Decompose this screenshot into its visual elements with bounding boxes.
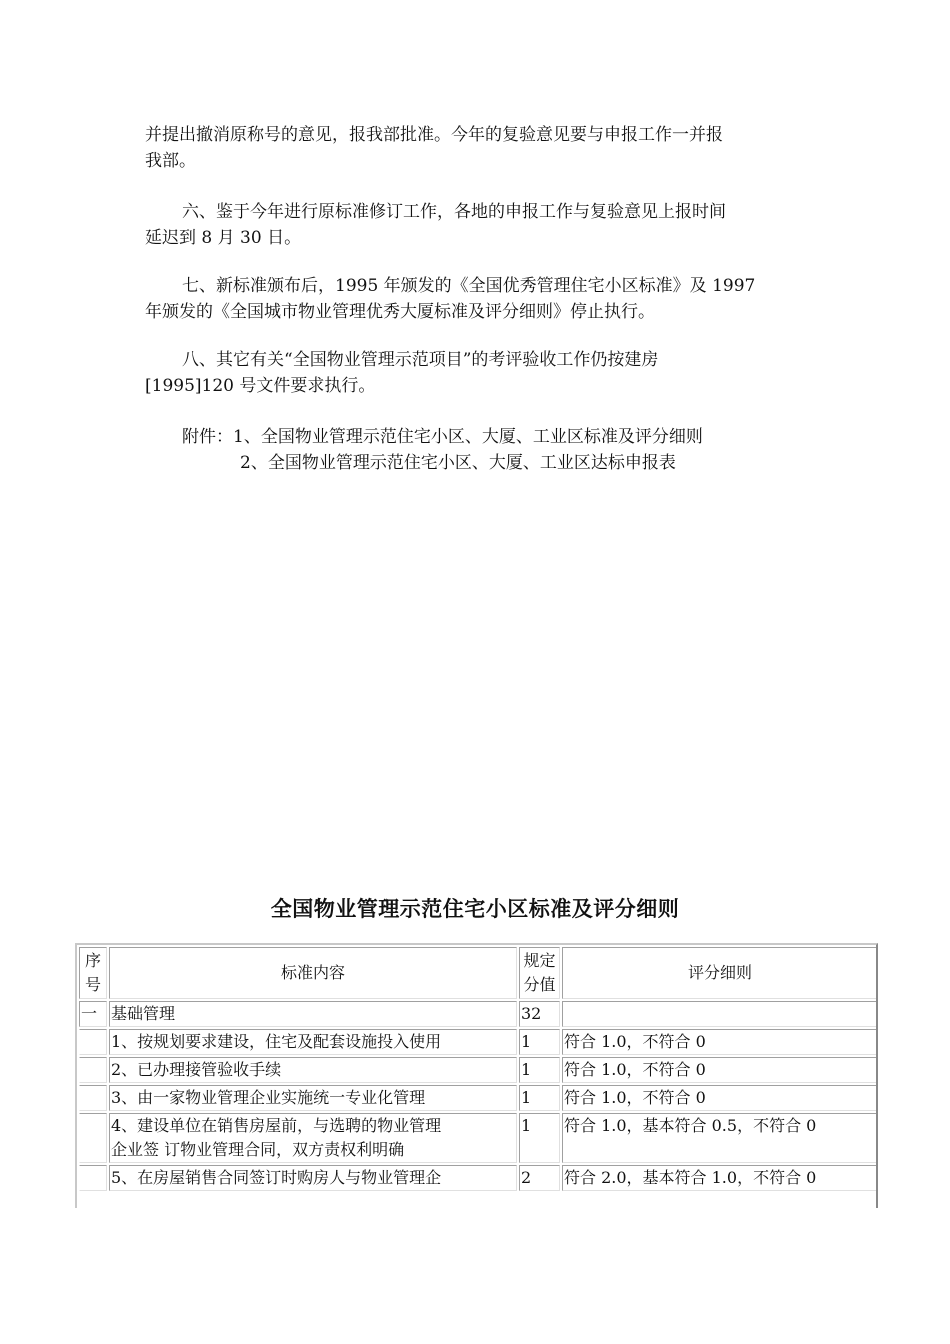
text-line: 八、其它有关“全国物业管理示范项目”的考评验收工作仍按建房 xyxy=(182,350,659,370)
header-seq-line: 号 xyxy=(84,975,101,994)
cell-detail: 符合 1.0，不符合 0 xyxy=(562,1085,878,1111)
table-row xyxy=(79,1113,878,1163)
cell-detail: 符合 1.0，不符合 0 xyxy=(562,1057,878,1083)
text-line: 我部。 xyxy=(145,151,196,171)
cell-detail: 符合 2.0，基本符合 1.0，不符合 0 xyxy=(562,1165,878,1191)
table-header-row xyxy=(79,947,878,999)
cell-content xyxy=(109,1113,517,1163)
cell-score: 1 xyxy=(519,1113,560,1163)
paragraph-continuation xyxy=(145,122,825,174)
header-seq xyxy=(79,947,107,999)
paragraph-six xyxy=(145,199,825,251)
cell-detail xyxy=(562,1001,878,1027)
cell-content: 1、按规划要求建设，住宅及配套设施投入使用 xyxy=(109,1029,517,1055)
cell-content-line: 4、建设单位在销售房屋前，与选聘的物业管理 xyxy=(111,1116,442,1135)
text-line: 年颁发的《全国城市物业管理优秀大厦标准及评分细则》停止执行。 xyxy=(145,302,655,322)
cell-detail: 符合 1.0，基本符合 0.5，不符合 0 xyxy=(562,1113,878,1163)
cell-score: 1 xyxy=(519,1029,560,1055)
paragraph-eight xyxy=(145,347,825,399)
cell-score: 1 xyxy=(519,1057,560,1083)
cell-seq: 一 xyxy=(79,1001,107,1027)
table-row xyxy=(79,1085,878,1111)
standards-table xyxy=(77,945,878,1193)
attachments-list xyxy=(145,424,825,476)
attachment-item: 2、全国物业管理示范住宅小区、大厦、工业区达标申报表 xyxy=(240,453,676,473)
cell-score: 2 xyxy=(519,1165,560,1191)
cell-content: 2、已办理接管验收手续 xyxy=(109,1057,517,1083)
text-line: 七、新标准颁布后，1995 年颁发的《全国优秀管理住宅小区标准》及 1997 xyxy=(182,276,756,296)
cell-detail: 符合 1.0，不符合 0 xyxy=(562,1029,878,1055)
cell-seq xyxy=(79,1057,107,1083)
cell-seq xyxy=(79,1029,107,1055)
cell-score: 1 xyxy=(519,1085,560,1111)
cell-content: 5、在房屋销售合同签订时购房人与物业管理企 xyxy=(109,1165,517,1191)
cell-content: 3、由一家物业管理企业实施统一专业化管理 xyxy=(109,1085,517,1111)
table-row xyxy=(79,1165,878,1191)
cell-content-line: 企业签 订物业管理合同，双方责权利明确 xyxy=(111,1140,405,1159)
paragraph-seven xyxy=(145,273,825,325)
attachment-item: 附件：1、全国物业管理示范住宅小区、大厦、工业区标准及评分细则 xyxy=(182,427,703,447)
header-content: 标准内容 xyxy=(109,947,517,999)
table-row xyxy=(79,1001,878,1027)
table-row xyxy=(79,1029,878,1055)
cell-content: 基础管理 xyxy=(109,1001,517,1027)
cell-seq xyxy=(79,1165,107,1191)
text-line: 并提出撤消原称号的意见，报我部批准。今年的复验意见要与申报工作一并报 xyxy=(145,125,723,145)
cell-score: 32 xyxy=(519,1001,560,1027)
text-line: [1995]120 号文件要求执行。 xyxy=(145,376,376,396)
header-detail: 评分细则 xyxy=(562,947,878,999)
header-score-line: 规定 xyxy=(523,951,556,970)
table-title: 全国物业管理示范住宅小区标准及评分细则 xyxy=(270,897,680,921)
header-score xyxy=(519,947,560,999)
cell-seq xyxy=(79,1113,107,1163)
header-seq-line: 序 xyxy=(84,951,101,970)
text-line: 延迟到 8 月 30 日。 xyxy=(145,228,302,248)
standards-table-container xyxy=(75,943,878,1208)
table-row xyxy=(79,1057,878,1083)
cell-seq xyxy=(79,1085,107,1111)
header-score-line: 分值 xyxy=(523,975,556,994)
text-line: 六、鉴于今年进行原标准修订工作，各地的申报工作与复验意见上报时间 xyxy=(182,202,726,222)
